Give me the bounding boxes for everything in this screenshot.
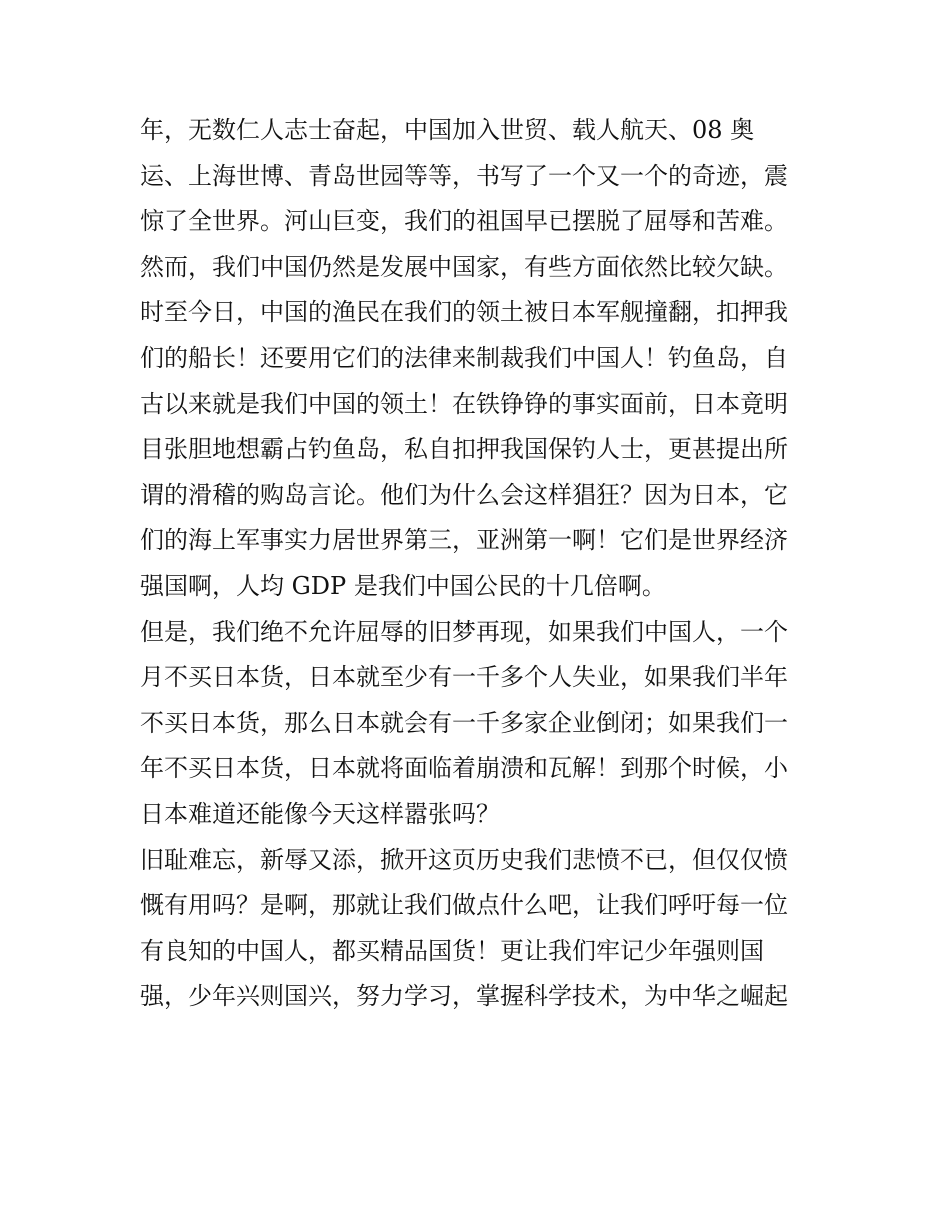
text-line: 古以来就是我们中国的领土！在铁铮铮的事实面前，日本竟明 bbox=[140, 389, 788, 418]
text-line: 慨有用吗？是啊，那就让我们做点什么吧，让我们呼吁每一位 bbox=[140, 891, 788, 920]
text-line: 年，无数仁人志士奋起，中国加入世贸、载人航天、08 奥 bbox=[140, 116, 755, 144]
text-line: 运、上海世博、青岛世园等等，书写了一个又一个的奇迹，震 bbox=[140, 161, 788, 190]
text-line: 强，少年兴则国兴，努力学习，掌握科学技术，为中华之崛起 bbox=[140, 982, 788, 1011]
text-line: 然而，我们中国仍然是发展中国家，有些方面依然比较欠缺。 bbox=[140, 252, 788, 281]
text-line: 时至今日，中国的渔民在我们的领土被日本军舰撞翻，扣押我 bbox=[140, 298, 788, 327]
text-line: 强国啊，人均 GDP 是我们中国公民的十几倍啊。 bbox=[140, 571, 666, 600]
text-line: 日本难道还能像今天这样嚣张吗？ bbox=[140, 799, 500, 828]
text-line: 惊了全世界。河山巨变，我们的祖国早已摆脱了屈辱和苦难。 bbox=[140, 207, 788, 236]
text-line: 们的海上军事实力居世界第三，亚洲第一啊！它们是世界经济 bbox=[140, 526, 788, 555]
text-line: 不买日本货，那么日本就会有一千多家企业倒闭；如果我们一 bbox=[140, 708, 788, 737]
text-line: 旧耻难忘，新辱又添，掀开这页历史我们悲愤不已，但仅仅愤 bbox=[140, 845, 788, 874]
text-line: 年不买日本货，日本就将面临着崩溃和瓦解！到那个时候，小 bbox=[140, 754, 788, 783]
text-line: 目张胆地想霸占钓鱼岛，私自扣押我国保钓人士，更甚提出所 bbox=[140, 435, 788, 464]
text-line: 但是，我们绝不允许屈辱的旧梦再现，如果我们中国人，一个 bbox=[140, 617, 788, 646]
body-text bbox=[140, 108, 820, 1020]
text-line: 们的船长！还要用它们的法律来制裁我们中国人！钓鱼岛，自 bbox=[140, 343, 788, 372]
text-line: 有良知的中国人，都买精品国货！更让我们牢记少年强则国 bbox=[140, 936, 764, 965]
text-line: 月不买日本货，日本就至少有一千多个人失业，如果我们半年 bbox=[140, 663, 788, 692]
text-line: 谓的滑稽的购岛言论。他们为什么会这样猖狂？因为日本，它 bbox=[140, 480, 788, 509]
